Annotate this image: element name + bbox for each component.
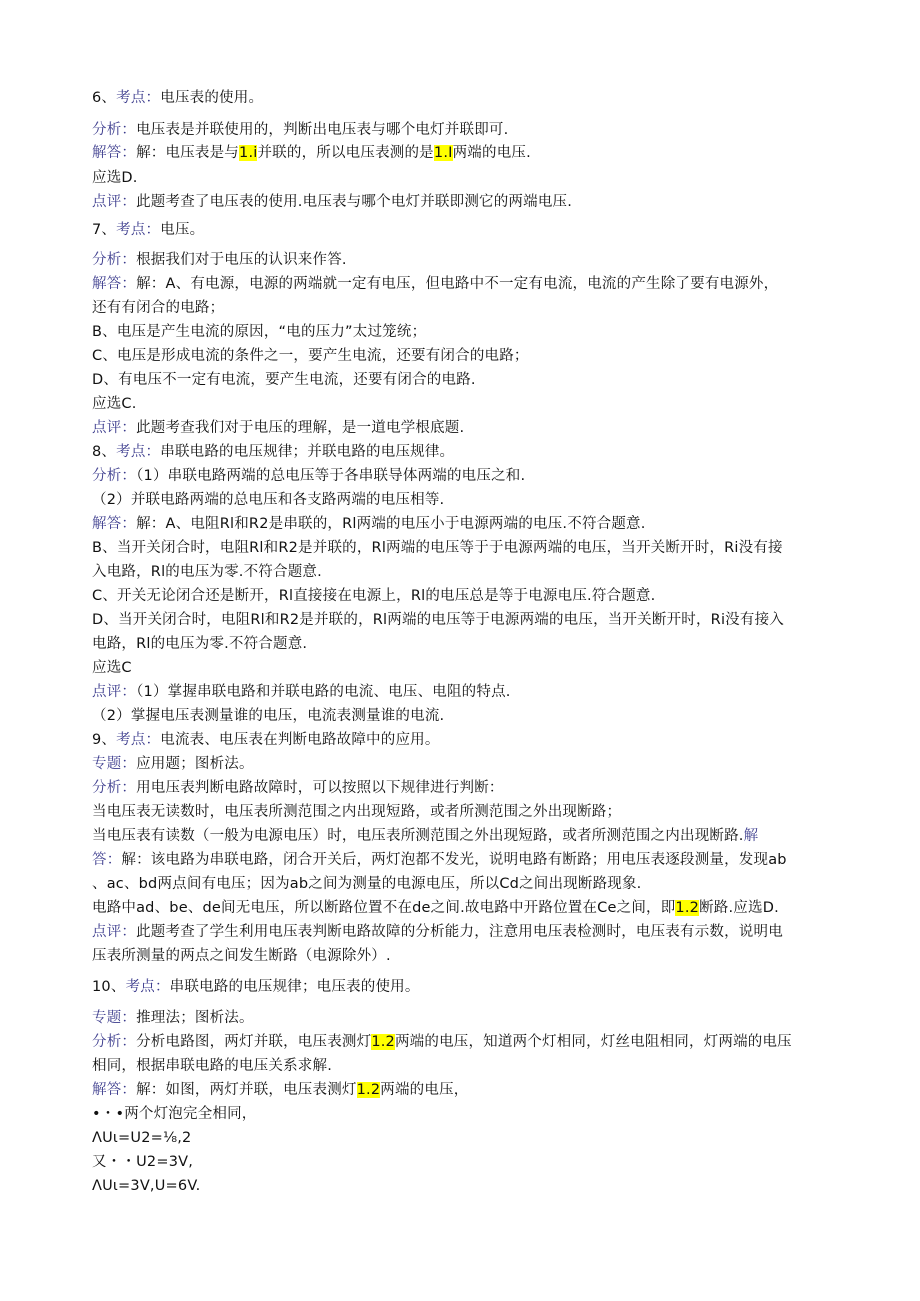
text-line — [92, 538, 783, 558]
section-label: 分析： — [92, 122, 137, 138]
line-text: 电路，Rl的电压为零.不符合题意. — [92, 636, 308, 652]
text-line — [92, 1176, 200, 1196]
text-line — [92, 1056, 332, 1076]
section-label: 考点： — [116, 444, 161, 460]
text-line — [92, 250, 347, 270]
text-line — [92, 826, 758, 846]
text-line — [92, 730, 440, 750]
section-label: 点评： — [92, 684, 137, 700]
highlighted-text: 1.i — [239, 145, 258, 161]
text-line — [92, 946, 391, 966]
line-text: 还有有闭合的电路； — [92, 300, 225, 316]
line-text: 此题考查了电压表的使用.电压表与哪个电灯并联即测它的两端电压. — [136, 194, 573, 210]
text-line — [92, 220, 204, 240]
text-line — [92, 1032, 792, 1052]
text-line — [92, 120, 508, 140]
text-line — [92, 394, 137, 414]
line-text: ΛUι=3V,U=6V. — [92, 1178, 201, 1194]
section-label: 解 — [743, 828, 759, 844]
line-text: 应选D. — [92, 170, 138, 186]
section-label: 分析： — [92, 252, 137, 268]
line-text: 推理法；图析法。 — [136, 1010, 254, 1026]
line-text: 两端的电压. — [452, 145, 531, 161]
line-text: 、ac、bd两点间有电压；因为ab之间为测量的电源电压，所以Cd之间出现断路现象. — [92, 876, 642, 892]
text-line — [92, 754, 254, 774]
text-line — [92, 1104, 257, 1124]
text-line — [92, 442, 454, 462]
text-line — [92, 322, 426, 342]
line-text: 分析电路图，两灯并联，电压表测灯 — [136, 1034, 372, 1050]
line-text: 当电压表有读数（一般为电源电压）时，电压表所测范围之外出现短路，或者所测范围之内出现断路. — [92, 828, 744, 844]
text-line — [92, 562, 322, 582]
line-text: 又・・U2=3V, — [92, 1154, 194, 1170]
line-text: C、电压是形成电流的条件之一，要产生电流，还要有闭合的电路； — [92, 348, 529, 364]
line-text: 串联电路的电压规律；电压表的使用。 — [169, 979, 420, 995]
section-label: 分析： — [92, 468, 137, 484]
text-line — [92, 778, 504, 798]
line-text: 应选C. — [92, 396, 137, 412]
text-line — [92, 874, 642, 894]
section-label: 考点： — [116, 90, 161, 106]
text-line — [92, 1080, 468, 1100]
text-line — [92, 168, 138, 188]
line-text: 解：A、有电源，电源的两端就一定有电压，但电路中不一定有电流，电流的产生除了要有电源外， — [136, 276, 779, 292]
line-text: 解：电压表是与 — [136, 145, 240, 161]
text-line — [92, 418, 464, 438]
line-text: 解：A、电阻Rl和R2是串联的，Rl两端的电压小于电源两端的电压.不符合题意. — [136, 516, 646, 532]
text-line — [92, 850, 787, 870]
section-label: 点评： — [92, 194, 137, 210]
line-text: C、开关无论闭合还是断开，Rl直接接在电源上，Rl的电压总是等于电源电压.符合题意. — [92, 588, 656, 604]
line-text: （1）掌握串联电路和并联电路的电流、电压、电阻的特点. — [136, 684, 511, 700]
line-text: ΛUι=U2=⅛,2 — [92, 1130, 192, 1146]
line-text: 两端的电压， — [380, 1082, 469, 1098]
highlighted-text: 1.I — [433, 145, 453, 161]
line-text: 解：该电路为串联电路，闭合开关后，两灯泡都不发光，说明电路有断路；用电压表逐段测量，发现ab — [121, 852, 787, 868]
line-text: 当电压表无读数时，电压表所测范围之内出现短路，或者所测范围之外出现断路； — [92, 804, 622, 820]
text-line — [92, 922, 783, 942]
highlighted-text: 1.2 — [356, 1082, 381, 1098]
line-text: 根据我们对于电压的认识来作答. — [136, 252, 347, 268]
section-label: 考点： — [116, 222, 161, 238]
line-text: D、有电压不一定有电流，要产生电流，还要有闭合的电路. — [92, 372, 476, 388]
line-text: 电压。 — [160, 222, 205, 238]
section-label: 点评： — [92, 924, 137, 940]
line-text: 电流表、电压表在判断电路故障中的应用。 — [160, 732, 440, 748]
text-line — [92, 1128, 191, 1148]
line-text: •・•两个灯泡完全相同， — [92, 1106, 257, 1122]
line-text: 串联电路的电压规律；并联电路的电压规律。 — [160, 444, 455, 460]
line-text: （1）串联电路两端的总电压等于各串联导体两端的电压之和. — [136, 468, 526, 484]
section-label: 解答： — [92, 1082, 137, 1098]
text-line — [92, 514, 646, 534]
section-label: 考点： — [116, 732, 161, 748]
text-line — [92, 1152, 193, 1172]
section-label: 解答： — [92, 276, 137, 292]
text-line — [92, 634, 307, 654]
line-text: B、电压是产生电流的原因，“电的压力”太过笼统； — [92, 324, 427, 340]
text-line — [92, 346, 529, 366]
line-text: D、当开关闭合时，电阻Rl和R2是并联的，Rl两端的电压等于电源两端的电压，当开关断开时，Ri没有接入 — [92, 612, 784, 628]
line-text: 7、 — [92, 222, 117, 238]
section-label: 解答： — [92, 516, 137, 532]
section-label: 分析： — [92, 1034, 137, 1050]
highlighted-text: 1.2 — [371, 1034, 395, 1050]
section-label: 考点： — [125, 979, 170, 995]
line-text: 8、 — [92, 444, 117, 460]
line-text: 6、 — [92, 90, 117, 106]
section-label: 专题： — [92, 1010, 137, 1026]
line-text: （2）并联电路两端的总电压和各支路两端的电压相等. — [92, 492, 445, 508]
text-line — [92, 610, 784, 630]
text-line — [92, 706, 444, 726]
text-line — [92, 192, 572, 212]
section-label: 答： — [92, 852, 122, 868]
line-text: 应选C — [92, 660, 132, 676]
line-text: 9、 — [92, 732, 117, 748]
section-label: 点评： — [92, 420, 137, 436]
text-line — [92, 586, 655, 606]
text-line — [92, 658, 132, 678]
line-text: 解：如图，两灯并联，电压表测灯 — [136, 1082, 357, 1098]
line-text: 相同，根据串联电路的电压关系求解. — [92, 1058, 333, 1074]
text-line — [92, 370, 476, 390]
text-line — [92, 1008, 254, 1028]
highlighted-text: 1.2 — [675, 900, 700, 916]
line-text: 此题考查我们对于电压的理解，是一道电学根底题. — [136, 420, 465, 436]
text-line — [92, 298, 224, 318]
line-text: 电路中ad、be、de间无电压，所以断路位置不在de之间.故电路中开路位置在Ce之间，即 — [92, 900, 676, 916]
section-label: 分析： — [92, 780, 137, 796]
line-text: 压表所测量的两点之间发生断路（电源除外）. — [92, 948, 391, 964]
section-label: 解答： — [92, 145, 137, 161]
line-text: 电压表是并联使用的，判断出电压表与哪个电灯并联即可. — [136, 122, 509, 138]
text-line — [92, 682, 511, 702]
text-line — [92, 274, 778, 294]
line-text: 用电压表判断电路故障时，可以按照以下规律进行判断： — [136, 780, 504, 796]
text-line — [92, 143, 531, 163]
text-line — [92, 977, 420, 997]
text-line — [92, 466, 525, 486]
line-text: B、当开关闭合时，电阻Rl和R2是并联的，Rl两端的电压等于于电源两端的电压，当开关断开时，Ri没有接 — [92, 540, 783, 556]
line-text: 断路.应选D. — [699, 900, 779, 916]
text-line — [92, 802, 621, 822]
line-text: （2）掌握电压表测量谁的电压，电流表测量谁的电流. — [92, 708, 445, 724]
line-text: 电压表的使用。 — [160, 90, 264, 106]
line-text: 10、 — [92, 979, 126, 995]
line-text: 此题考查了学生利用电压表判断电路故障的分析能力，注意用电压表检测时，电压表有示数，说明电 — [136, 924, 783, 940]
line-text: 入电路，Rl的电压为零.不符合题意. — [92, 564, 322, 580]
text-line — [92, 490, 444, 510]
line-text: 两端的电压，知道两个灯相同，灯丝电阻相同，灯两端的电压 — [394, 1034, 792, 1050]
line-text: 应用题；图析法。 — [136, 756, 254, 772]
text-line — [92, 88, 263, 108]
text-line — [92, 898, 779, 918]
line-text: 并联的，所以电压表测的是 — [257, 145, 434, 161]
section-label: 专题： — [92, 756, 137, 772]
